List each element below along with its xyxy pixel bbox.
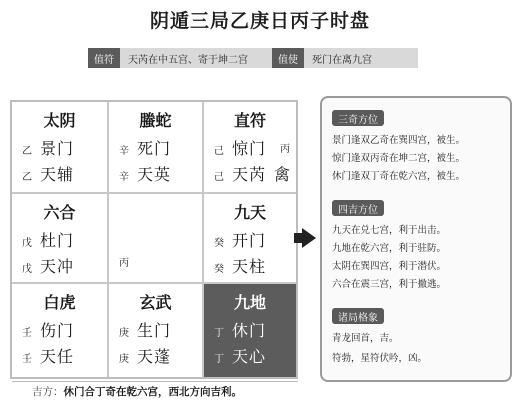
arrow-right-icon	[302, 228, 316, 248]
palace-god: 直符	[233, 111, 266, 130]
palace-door: 景门	[40, 139, 75, 158]
geju-line: 青龙回首，吉。	[332, 333, 399, 344]
palace-god: 白虎	[43, 293, 76, 312]
palace-stem: 丁	[214, 354, 224, 365]
footer-label: 吉方：	[32, 386, 64, 398]
palace-center	[109, 194, 204, 284]
palace-stem: 乙	[22, 146, 32, 157]
palace-stem: 壬	[22, 328, 32, 339]
sijixi-title: 四吉方位	[332, 200, 384, 216]
sanqi-title: 三奇方位	[332, 110, 384, 126]
palace-god: 太阴	[43, 111, 76, 130]
palace-mid-right	[204, 194, 296, 284]
footer-text: 休门合丁奇在乾六宫，西北方向吉利。	[63, 386, 242, 398]
palace-side-star: 禽	[273, 165, 290, 184]
palace-star: 天英	[137, 165, 172, 184]
info-bar	[88, 48, 418, 68]
palace-door: 惊门	[232, 139, 267, 158]
palace-side-stem: 丙	[280, 144, 290, 155]
palace-mid-left	[12, 194, 109, 284]
sanqi-line: 休门逢双丁奇在乾六宫，被生。	[332, 171, 466, 182]
sijixi-line: 六合在震三宫，利于撤逃。	[332, 279, 447, 290]
palace-door: 死门	[137, 139, 172, 158]
page-title: 阴遁三局乙庚日丙子时盘	[149, 10, 370, 32]
palace-door: 杜门	[40, 231, 75, 250]
palace-god: 玄武	[139, 293, 172, 312]
palace-stem: 辛	[119, 146, 129, 157]
palace-door: 伤门	[40, 321, 75, 340]
palace-star: 天柱	[232, 257, 267, 276]
palace-stem: 丁	[214, 328, 224, 339]
palace-top-left	[12, 102, 109, 194]
palace-stem: 癸	[214, 264, 224, 275]
palace-god: 六合	[43, 203, 76, 222]
palace-stem: 己	[214, 146, 224, 157]
footer-divider	[12, 381, 298, 382]
center-stem: 丙	[119, 258, 129, 269]
palace-door: 休门	[232, 321, 267, 340]
palace-stem: 戊	[22, 264, 32, 275]
palace-stem: 壬	[22, 354, 32, 365]
palace-stem: 戊	[22, 238, 32, 249]
palace-door: 生门	[137, 321, 172, 340]
palace-door: 开门	[232, 231, 267, 250]
palace-god: 螣蛇	[139, 111, 172, 130]
palace-star: 天辅	[40, 165, 75, 184]
zhifu-tag: 值符	[88, 48, 120, 68]
zhishi-value: 死门在离九宫	[304, 48, 418, 68]
palace-bot-mid	[109, 284, 204, 377]
geju-title: 诸局格象	[332, 308, 384, 324]
qimen-grid	[10, 100, 298, 379]
palace-star: 天任	[40, 347, 75, 366]
palace-stem: 庚	[119, 328, 129, 339]
palace-star: 天芮	[232, 165, 267, 184]
analysis-panel	[320, 96, 512, 382]
sanqi-line: 惊门逢双丙奇在坤二宫，被生。	[332, 153, 466, 164]
palace-stem: 癸	[214, 238, 224, 249]
palace-star: 天冲	[40, 257, 75, 276]
palace-god: 九天	[233, 203, 266, 222]
palace-top-mid	[109, 102, 204, 194]
palace-star: 天蓬	[137, 347, 172, 366]
sanqi-line: 景门逢双乙奇在巽四宫，被生。	[332, 135, 466, 146]
palace-bot-right	[204, 284, 296, 377]
sijixi-line: 太阴在巽四宫，利于潜伏。	[332, 261, 447, 272]
palace-stem: 己	[214, 172, 224, 183]
palace-top-right	[204, 102, 296, 194]
zhifu-value: 天芮在中五宫、寄于坤二宫	[120, 48, 272, 68]
geju-line: 符勃，星符伏吟，凶。	[332, 353, 428, 364]
palace-stem: 乙	[22, 172, 32, 183]
sijixi-line: 九天在兑七宫，利于出击。	[332, 225, 447, 236]
palace-bot-left	[12, 284, 109, 377]
zhishi-tag: 值使	[272, 48, 304, 68]
footer-note	[32, 384, 242, 399]
palace-star: 天心	[232, 347, 267, 366]
palace-stem: 庚	[119, 354, 129, 365]
palace-god: 九地	[233, 293, 266, 312]
palace-stem: 辛	[119, 172, 129, 183]
sijixi-line: 九地在乾六宫，利于驻防。	[332, 243, 447, 254]
